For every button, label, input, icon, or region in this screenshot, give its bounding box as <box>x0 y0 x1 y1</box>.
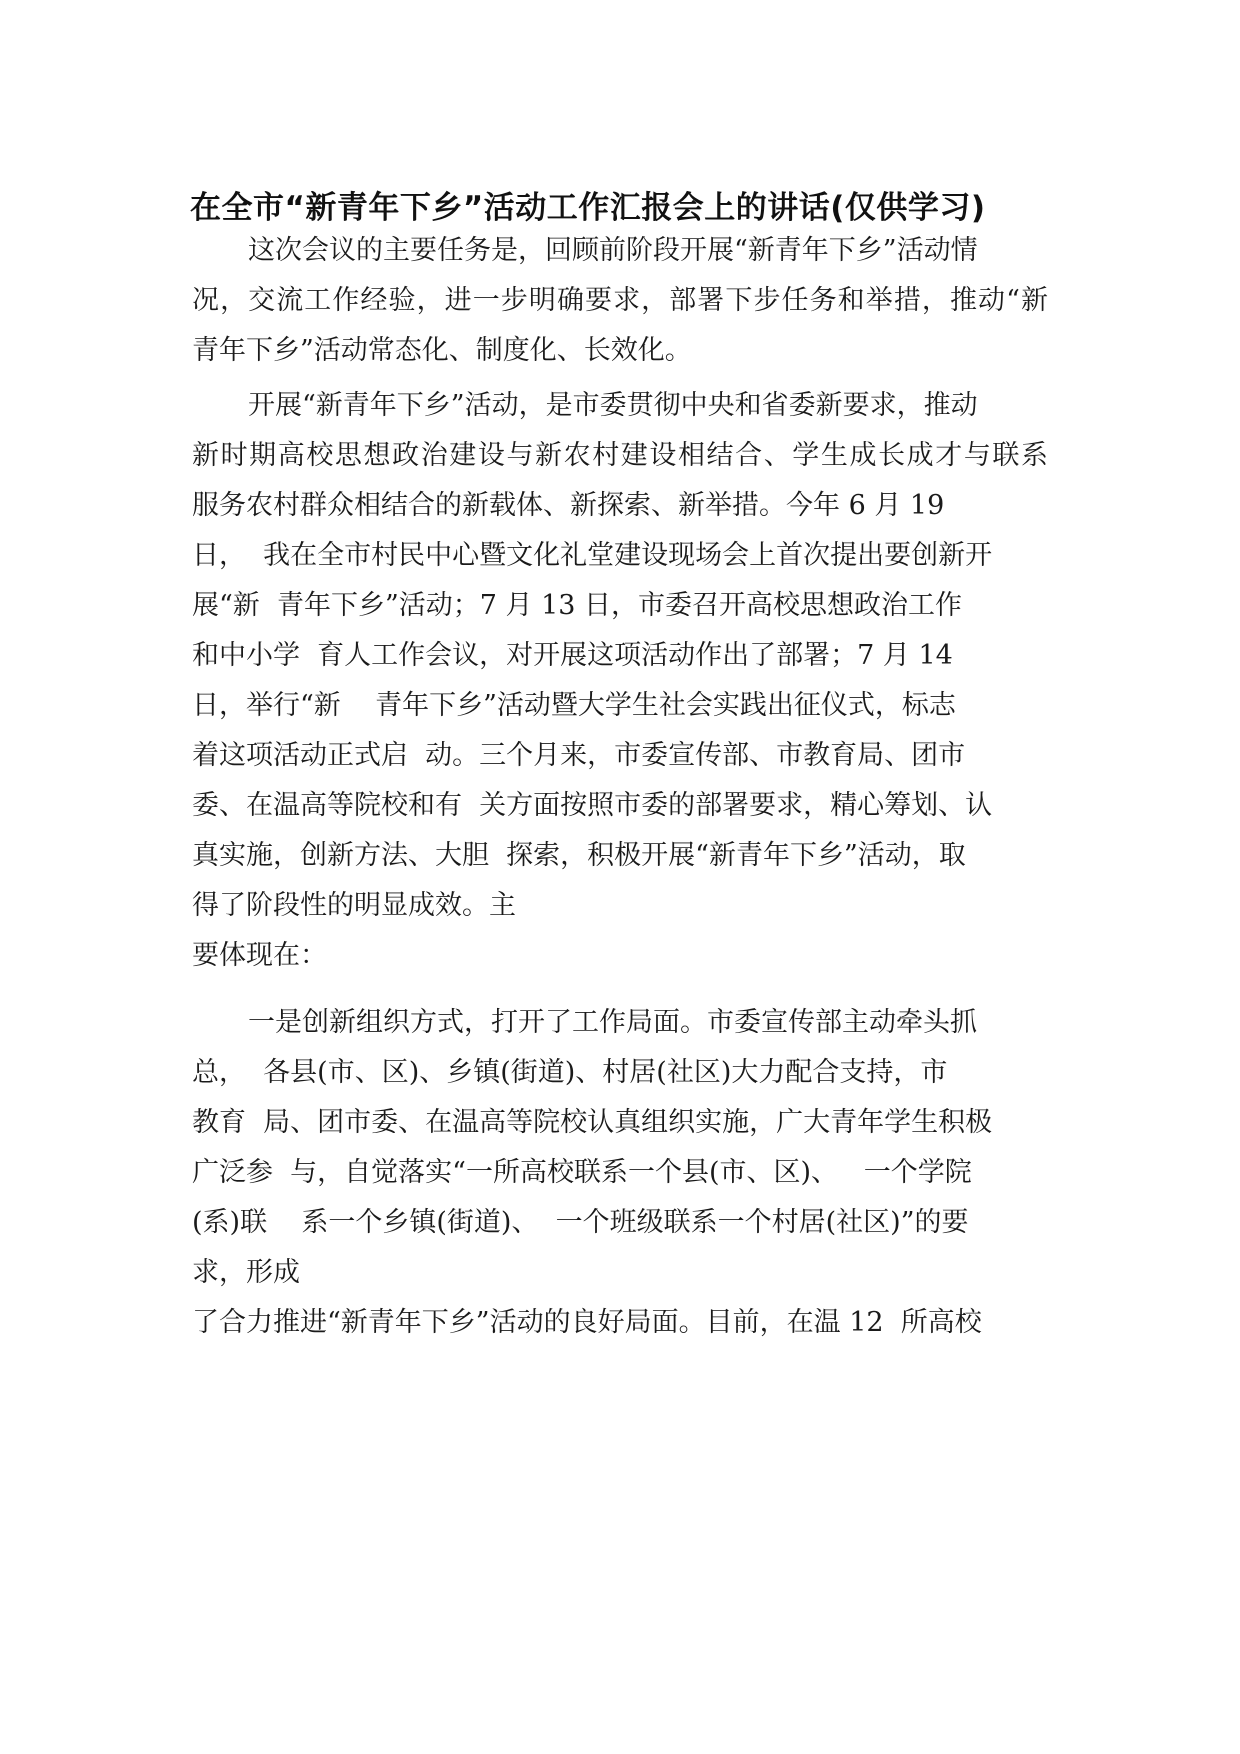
paragraph-line: 总， 各县(市、区)、乡镇(街道)、村居(社区)大力配合支持，市 <box>192 1057 948 1088</box>
paragraph-line: 委、在温高等院校和有 关方面按照市委的部署要求，精心筹划、认 <box>192 790 993 821</box>
paragraph-line: 真实施，创新方法、大胆 探索，积极开展“新青年下乡”活动，取 <box>192 840 966 871</box>
paragraph-line: 一是创新组织方式，打开了工作局面。市委宣传部主动牵头抓 <box>248 1007 977 1038</box>
paragraph-line: 了合力推进“新青年下乡”活动的良好局面。目前，在温 12 所高校 <box>192 1307 982 1338</box>
paragraph-line: 新时期高校思想政治建设与新农村建设相结合、学生成长成才与联系 <box>192 440 1048 471</box>
paragraph-line: 得了阶段性的明显成效。主 <box>192 890 516 921</box>
paragraph-line: 青年下乡”活动常态化、制度化、长效化。 <box>192 335 692 366</box>
paragraph-line: 广泛参 与，自觉落实“一所高校联系一个县(市、区)、 一个学院 <box>192 1157 972 1188</box>
paragraph-line: 展“新 青年下乡”活动；7 月 13 日，市委召开高校思想政治工作 <box>192 590 963 621</box>
paragraph-line: 着这项活动正式启 动。三个月来，市委宣传部、市教育局、团市 <box>192 740 966 771</box>
paragraph-line: 日，举行“新 青年下乡”活动暨大学生社会实践出征仪式，标志 <box>192 690 956 721</box>
paragraph-line: 开展“新青年下乡”活动，是市委贯彻中央和省委新要求，推动 <box>248 390 978 421</box>
paragraph-line: 况，交流工作经验，进一步明确要求，部署下步任务和举措，推动“新 <box>192 285 1048 316</box>
document-title: 在全市“新青年下乡”活动工作汇报会上的讲话(仅供学习) <box>190 190 986 226</box>
paragraph-line: 求，形成 <box>192 1257 300 1288</box>
paragraph-line: 这次会议的主要任务是，回顾前阶段开展“新青年下乡”活动情 <box>248 235 978 266</box>
paragraph-line: 要体现在： <box>192 940 327 971</box>
paragraph-line: 服务农村群众相结合的新载体、新探索、新举措。今年 6 月 19 <box>192 490 945 521</box>
paragraph-line: (系)联 系一个乡镇(街道)、 一个班级联系一个村居(社区)”的要 <box>192 1207 969 1238</box>
paragraph-line: 日， 我在全市村民中心暨文化礼堂建设现场会上首次提出要创新开 <box>192 540 993 571</box>
paragraph-line: 和中小学 育人工作会议，对开展这项活动作出了部署；7 月 14 <box>192 640 953 671</box>
paragraph-line: 教育 局、团市委、在温高等院校认真组织实施，广大青年学生积极 <box>192 1107 993 1138</box>
